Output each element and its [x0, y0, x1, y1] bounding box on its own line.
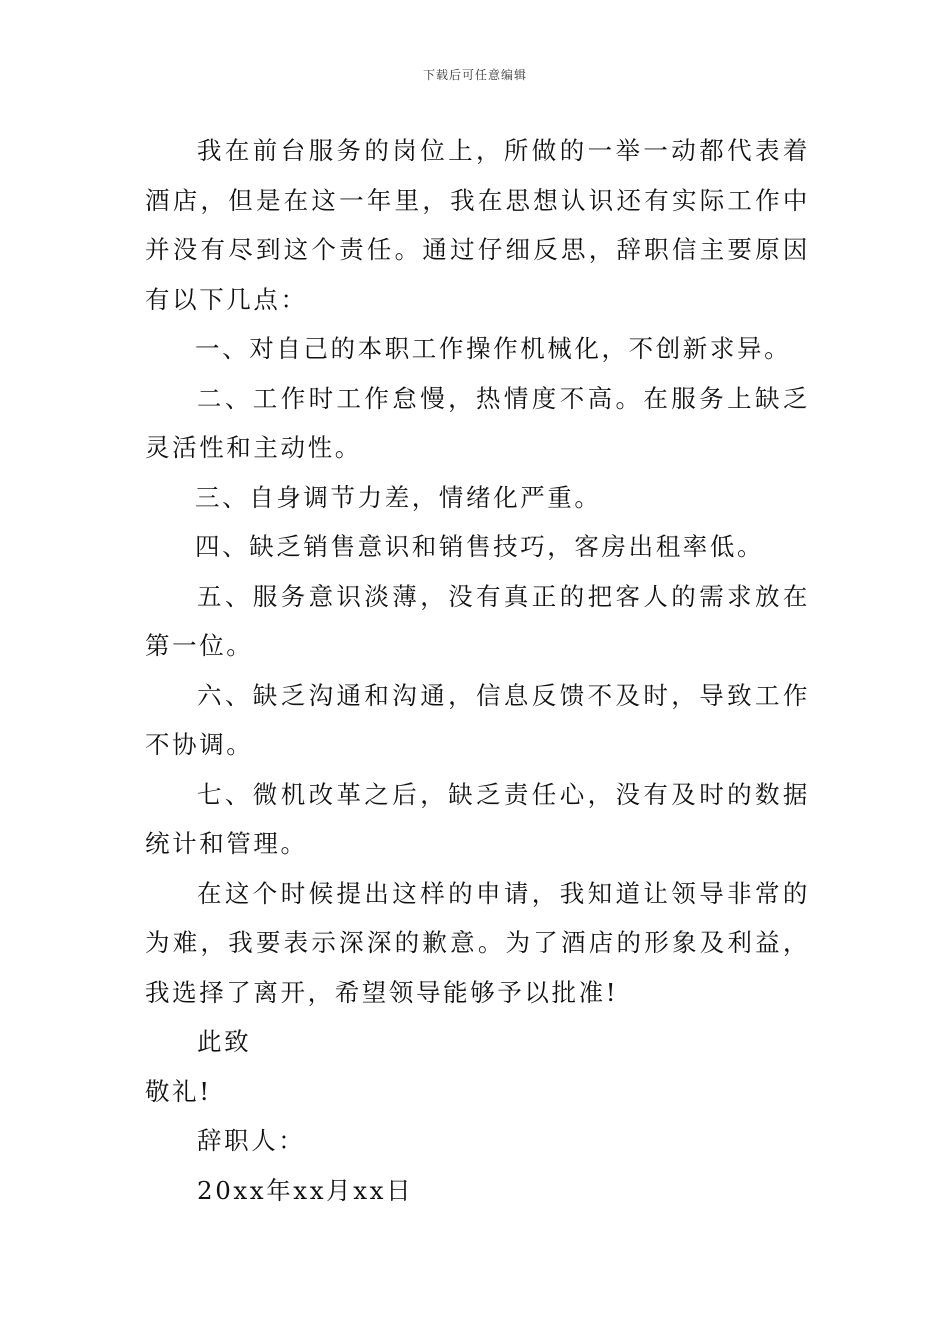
- page-header-note: 下载后可任意编辑: [422, 68, 527, 82]
- reason-item-5: 五、服务意识淡薄，没有真正的把客人的需求放在第一位。: [145, 581, 810, 660]
- signer-label: 辞职人：: [197, 1126, 306, 1155]
- reason-item-1: 一、对自己的本职工作操作机械化，不创新求异。: [195, 334, 792, 363]
- letter-body: [145, 126, 810, 1215]
- salutation: 敬礼!: [145, 1076, 212, 1106]
- reason-item-7: 七、微机改革之后，缺乏责任心，没有及时的数据统计和管理。: [145, 779, 810, 858]
- closing-phrase: 此致: [197, 1027, 252, 1056]
- reason-item-6: 六、缺乏沟通和沟通，信息反馈不及时，导致工作不协调。: [145, 680, 810, 759]
- reason-item-3: 三、自身调节力差，情绪化严重。: [195, 482, 602, 512]
- conclusion-paragraph: 在这个时候提出这样的申请，我知道让领导非常的为难，我要表示深深的歉意。为了酒店的形象及利益，我选择了离开，希望领导能够予以批准!: [145, 878, 810, 1007]
- reason-item-2: 二、工作时工作怠慢，热情度不高。在服务上缺乏灵活性和主动性。: [145, 383, 810, 462]
- reason-item-4: 四、缺乏销售意识和销售技巧，客房出租率低。: [195, 532, 765, 561]
- letter-date: 20xx年xx月xx日: [197, 1175, 414, 1205]
- intro-paragraph: 我在前台服务的岗位上，所做的一举一动都代表着酒店，但是在这一年里，我在思想认识还有实际工作中并没有尽到这个责任。通过仔细反思，辞职信主要原因有以下几点：: [145, 136, 810, 314]
